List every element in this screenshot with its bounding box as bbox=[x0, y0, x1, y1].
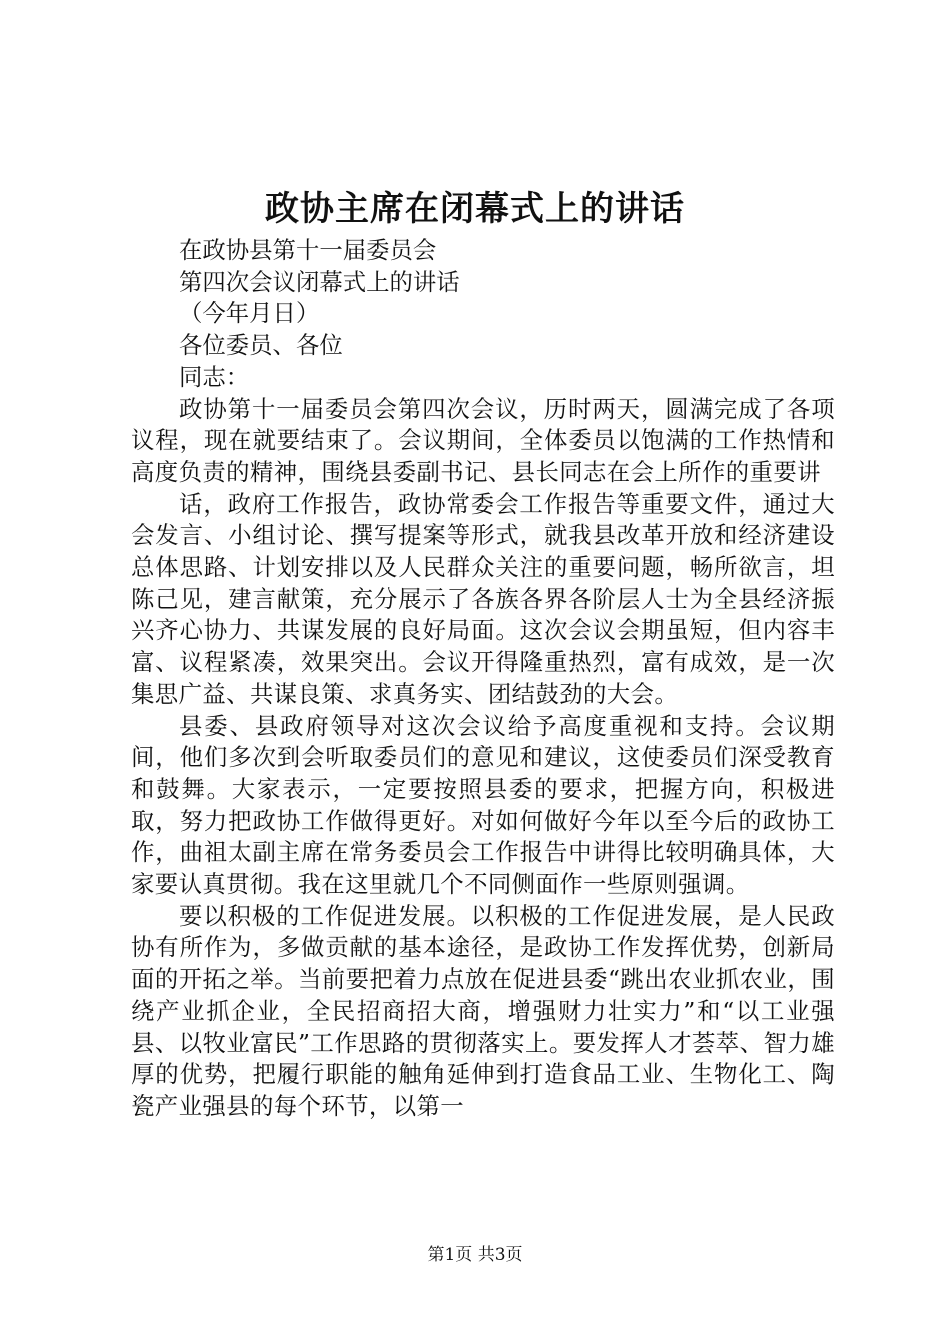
paragraph-development: 要以积极的工作促进发展。以积极的工作促进发展，是人民政协有所作为，多做贡献的基本途径，是政协工作发挥优势，创新局面的开拓之举。当前要把着力点放在促进县委“跳出农业抓农业，围绕产业抓企业，全民招商招大商，增强财力壮实力”和“以工业强县、以牧业富民”工作思路的贯彻落实上。要发挥人才荟萃、智力雄厚的优势，把履行职能的触角延伸到打造食品工业、生物化工、陶瓷产业强县的每个环节，以第一 bbox=[131, 901, 835, 1120]
heading-line-committee: 在政协县第十一届委员会 bbox=[179, 236, 437, 264]
document-title: 政协主席在闭幕式上的讲话 bbox=[265, 189, 685, 229]
paragraph-leadership: 县委、县政府领导对这次会议给予高度重视和支持。会议期间，他们多次到会听取委员们的意见和建议，这使委员们深受教育和鼓舞。大家表示，一定要按照县委的要求，把握方向，积极进取，努力把政协工作做得更好。对如何做好今年以至今后的政协工作，曲祖太副主席在常务委员会工作报告中讲得比较明确具体，大家要认真贯彻。我在这里就几个不同侧面作一些原则强调。 bbox=[131, 711, 835, 899]
document-body bbox=[131, 235, 835, 1123]
page-footer: 第1页 共3页 bbox=[427, 1245, 523, 1265]
heading-line-speech: 第四次会议闭幕式上的讲话 bbox=[179, 267, 460, 296]
salutation-line: 各位委员、各位 bbox=[179, 331, 343, 360]
heading-line-date: （今年月日） bbox=[179, 299, 320, 328]
salutation-line-comrades: 同志： bbox=[179, 362, 250, 391]
paragraph-opening: 政协第十一届委员会第四次会议，历时两天，圆满完成了各项议程，现在就要结束了。会议期间，全体委员以饱满的工作热情和高度负责的精神，围绕县委副书记、县长同志在会上所作的重要讲 bbox=[131, 394, 835, 486]
paragraph-review: 话，政府工作报告，政协常委会工作报告等重要文件，通过大会发言、小组讨论、撰写提案等形式，就我县改革开放和经济建设总体思路、计划安排以及人民群众关注的重要问题，畅所欲言，坦陈己见，建言献策，充分展示了各族各界各阶层人士为全县经济振兴齐心协力、共谋发展的良好局面。这次会议会期虽短，但内容丰富、议程紧凑，效果突出。会议开得隆重热烈，富有成效，是一次集思广益、共谋良策、求真务实、团结鼓劲的大会。 bbox=[131, 489, 835, 708]
